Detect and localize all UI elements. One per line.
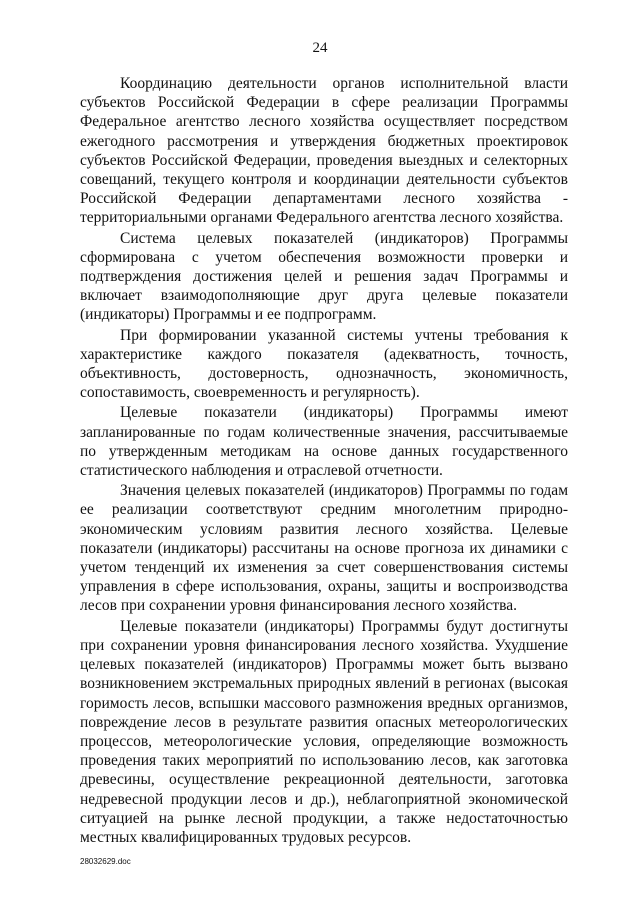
- document-body: [80, 74, 568, 848]
- paragraph-coordination: Координацию деятельности органов исполнительной власти субъектов Российской Федерации в сфере реализации Программы Федеральное агентство лесного хозяйства осуществляет посредством ежегодного рассмотрения и утверждения бюджетных проектировок субъектов Российской Федерации, проведения выездных и селекторных совещаний, текущего контроля и координации деятельности субъектов Российской Федерации департаментами лесного хозяйства - территориальными органами Федерального агентства лесного хозяйства.: [80, 75, 568, 227]
- paragraph-planned-values: Целевые показатели (индикаторы) Программы имеют запланированные по годам количественные значения, рассчитываемые по утвержденным методикам на основе данных государственного статистического наблюдения и отраслевой отчетности.: [80, 404, 568, 480]
- paragraph-requirements: При формировании указанной системы учтены требования к характеристике каждого показателя (адекватность, точность, объективность, достоверность, однозначность, экономичность, сопоставимость, своевременность и регулярность).: [80, 326, 568, 402]
- paragraph-indicator-system: Система целевых показателей (индикаторов) Программы сформирована с учетом обеспечения возможности проверки и подтверждения достижения целей и решения задач Программы и включает взаимодополняющие друг друга целевые показатели (индикаторы) Программы и ее подпрограмм.: [80, 229, 568, 324]
- page-number: 24: [312, 40, 328, 56]
- paragraph-risks: Целевые показатели (индикаторы) Программы будут достигнуты при сохранении уровня финансирования лесного хозяйства. Ухудшение целевых показателей (индикаторов) Программы может быть вызвано возникновением экстремальных природных явлений в регионах (высокая горимость лесов, вспышки массового размножения вредных организмов, повреждение лесов в результате развития опасных метеорологических процессов, метеорологические условия, определяющие возможность проведения таких мероприятий по использованию лесов, как заготовка древесины, осуществление рекреационной деятельности, заготовка недревесной продукции лесов и др.), неблагоприятной экономической ситуацией на рынке лесной продукции, а также недостаточностью местных квалифицированных трудовых ресурсов.: [80, 617, 568, 846]
- paragraph-indicator-values: Значения целевых показателей (индикаторов) Программы по годам ее реализации соответствуют средним многолетним природно-экономическим условиям развития лесного хозяйства. Целевые показатели (индикаторы) рассчитаны на основе прогноза их динамики с учетом тенденций их изменения за счет совершенствования системы управления в сфере использования, охраны, защиты и воспроизводства лесов при сохранении уровня финансирования лесного хозяйства.: [80, 482, 568, 615]
- footer-document-code: 28032629.doc: [80, 857, 131, 866]
